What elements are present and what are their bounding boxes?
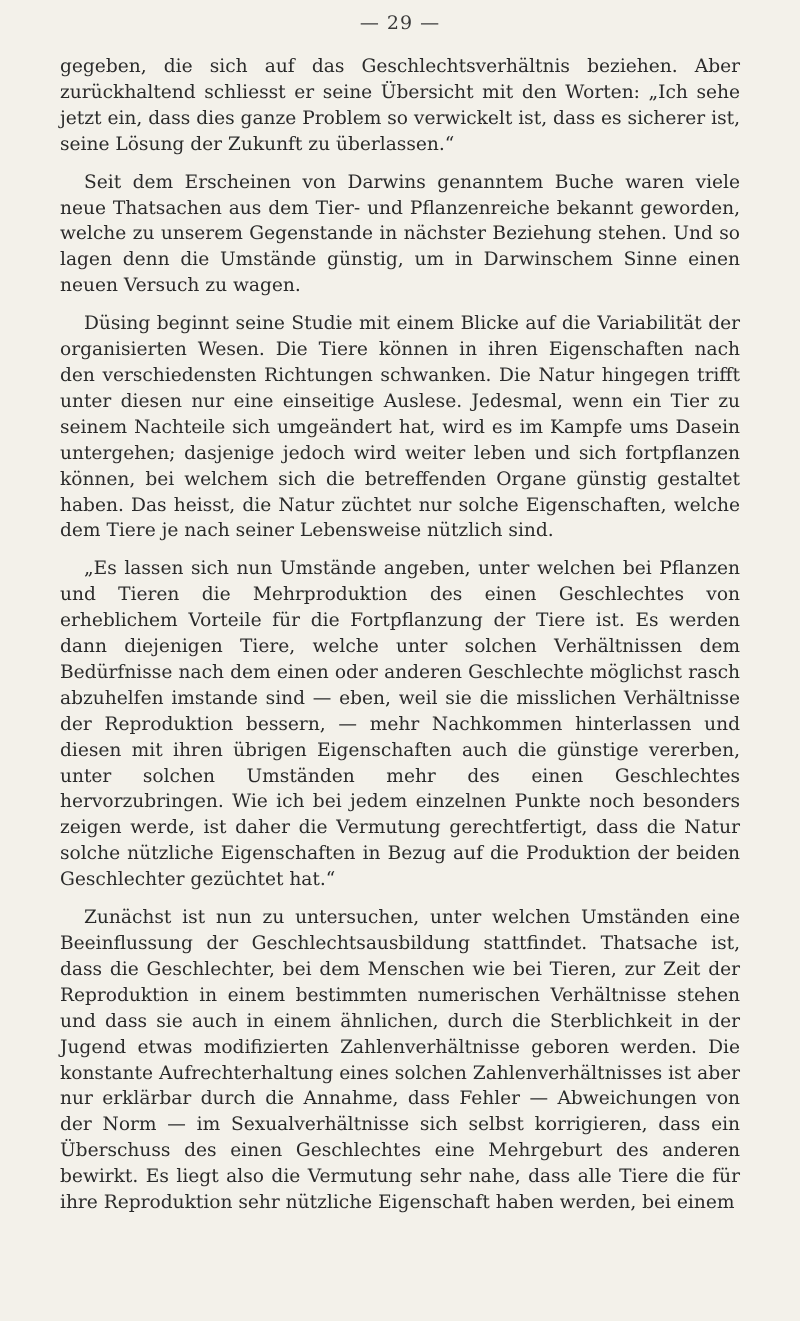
page-number: — 29 — — [359, 12, 441, 34]
paragraph-3: Düsing beginnt seine Studie mit einem Blicke auf die Variabilität der organisierten Wesen. Die Tiere können in ihren Eigenschaften nach den verschiedensten Richtungen schwanken. Die Natur hingegen trifft unter diesen nur eine einseitige Auslese. Jedesmal, wenn ein Tier zu seinem Nachteile sich umgeändert hat, wird es im Kampfe ums Dasein untergehen; dasjenige jedoch wird weiter leben und sich fortpflanzen können, bei welchem sich die betreffenden Organe günstig gestaltet haben. Das heisst, die Natur züchtet nur solche Eigenschaften, welche dem Tiere je nach seiner Lebensweise nützlich sind. — [60, 313, 740, 542]
paragraph-1: gegeben, die sich auf das Geschlechtsverhältnis beziehen. Aber zurückhaltend schliesst er seine Übersicht mit den Worten: „Ich sehe jetzt ein, dass dies ganze Problem so verwickelt ist, dass es sicherer ist, seine Lösung der Zukunft zu überlassen.“ — [60, 56, 740, 155]
paragraph-2: Seit dem Erscheinen von Darwins genanntem Buche waren viele neue Thatsachen aus dem Tier- und Pflanzenreiche bekannt geworden, welche zu unserem Gegenstande in nächster Beziehung stehen. Und so lagen denn die Umstände günstig, um in Darwinschem Sinne einen neuen Versuch zu wagen. — [60, 171, 740, 297]
paragraph-5: Zunächst ist nun zu untersuchen, unter welchen Umständen eine Beeinflussung der Geschlechtsausbildung stattfindet. Thatsache ist, dass die Geschlechter, bei dem Menschen wie bei Tieren, zur Zeit der Reproduktion in einem bestimmten numerischen Verhältnisse stehen und dass sie auch in einem ähnlichen, durch die Sterblichkeit in der Jugend etwas modifizierten Zahlenverhältnisse geboren werden. Die konstante Aufrechterhaltung eines solchen Zahlenverhältnisses ist aber nur erklärbar durch die Annahme, dass Fehler — Abweichungen von der Norm — im Sexualverhältnisse sich selbst korrigieren, dass ein Überschuss des einen Geschlechtes eine Mehrgeburt des anderen bewirkt. Es liegt also die Vermutung sehr nahe, dass alle Tiere die für ihre Reproduktion sehr nützliche Eigenschaft haben werden, bei einem — [60, 907, 740, 1214]
paragraph-4: „Es lassen sich nun Umstände angeben, unter welchen bei Pflanzen und Tieren die Mehrproduktion des einen Geschlechtes von erheblichem Vorteile für die Fortpflanzung der Tiere ist. Es werden dann diejenigen Tiere, welche unter solchen Verhältnissen dem Bedürfnisse nach dem einen oder anderen Geschlechte möglichst rasch abzuhelfen imstande sind — eben, weil sie die misslichen Verhältnisse der Reproduktion bessern, — mehr Nachkommen hinterlassen und diesen mit ihren übrigen Eigenschaften auch die günstige vererben, unter solchen Umständen mehr des einen Geschlechtes hervorzubringen. Wie ich bei jedem einzelnen Punkte noch besonders zeigen werde, ist daher die Vermutung gerechtfertigt, dass die Natur solche nützliche Eigenschaften in Bezug auf die Produktion der beiden Geschlechter gezüchtet hat.“ — [60, 558, 740, 891]
